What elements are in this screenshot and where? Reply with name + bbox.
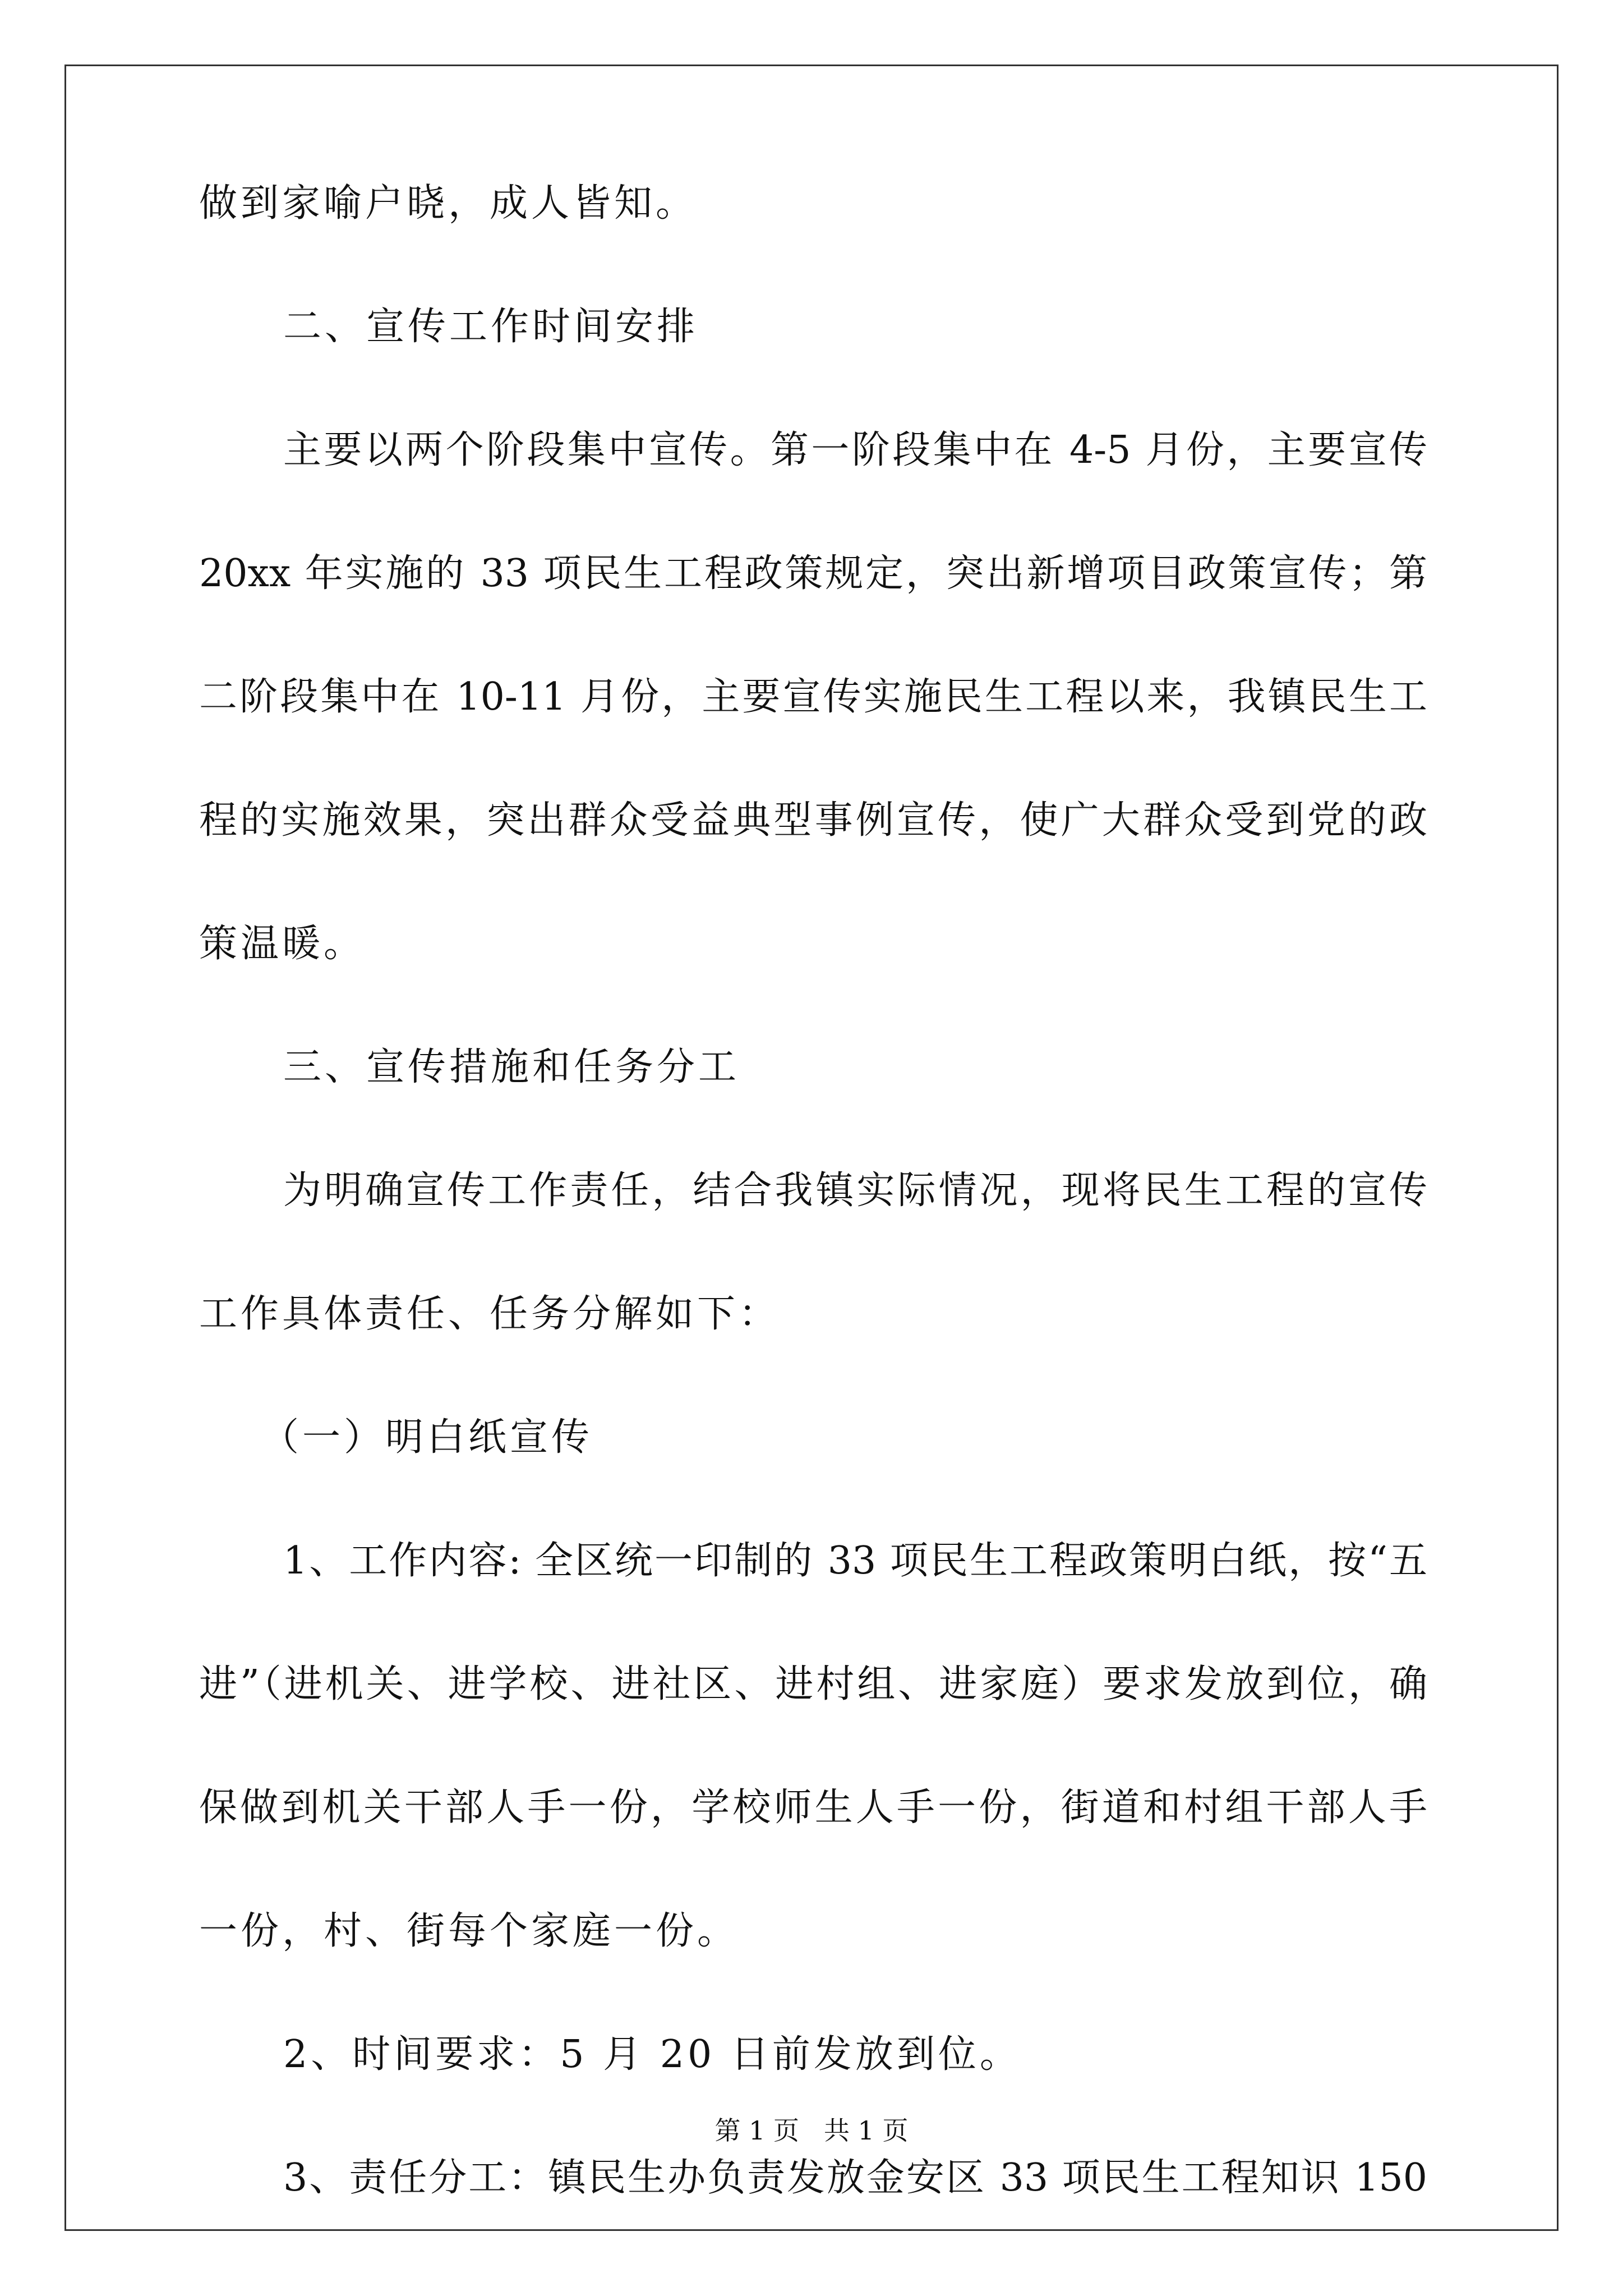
page-total: 共 1 页 bbox=[824, 2115, 909, 2146]
paragraph-line: 2、时间要求：5 月 20 日前发放到位。 bbox=[283, 2032, 1021, 2077]
paragraph-line: 主要以两个阶段集中宣传。第一阶段集中在 4-5 月份，主要宣传 bbox=[283, 428, 1427, 472]
paragraph-line: 二阶段集中在 10-11 月份，主要宣传实施民生工程以来，我镇民生工 bbox=[199, 675, 1427, 719]
paragraph-line: 做到家喻户晓，成人皆知。 bbox=[199, 181, 698, 226]
section-heading: 二、宣传工作时间安排 bbox=[283, 305, 699, 349]
paragraph-line: 为明确宣传工作责任，结合我镇实际情况，现将民生工程的宣传 bbox=[283, 1168, 1427, 1213]
paragraph-line: 3、责任分工：镇民生办负责发放金安区 33 项民生工程知识 150 bbox=[283, 2156, 1427, 2200]
section-heading: 三、宣传措施和任务分工 bbox=[283, 1045, 740, 1089]
page-number: 第 1 页 bbox=[714, 2115, 799, 2146]
paragraph-line: 工作具体责任、任务分解如下： bbox=[199, 1292, 781, 1336]
paragraph-line: 20xx 年实施的 33 项民生工程政策规定，突出新增项目政策宣传；第 bbox=[199, 551, 1427, 596]
paragraph-line: 进”（进机关、进学校、进社区、进村组、进家庭）要求发放到位，确 bbox=[199, 1662, 1427, 1706]
paragraph-line: 保做到机关干部人手一份，学校师生人手一份，街道和村组干部人手 bbox=[199, 1786, 1427, 1830]
paragraph-line: 策温暖。 bbox=[199, 922, 366, 966]
paragraph-line: 程的实施效果，突出群众受益典型事例宣传，使广大群众受到党的政 bbox=[199, 798, 1427, 843]
page-footer bbox=[0, 2114, 1623, 2147]
paragraph-line: 一份，村、街每个家庭一份。 bbox=[199, 1909, 739, 1953]
subsection-heading: （一）明白纸宣传 bbox=[261, 1415, 593, 1460]
paragraph-line: 1、工作内容: 全区统一印制的 33 项民生工程政策明白纸，按“五 bbox=[283, 1539, 1427, 1583]
